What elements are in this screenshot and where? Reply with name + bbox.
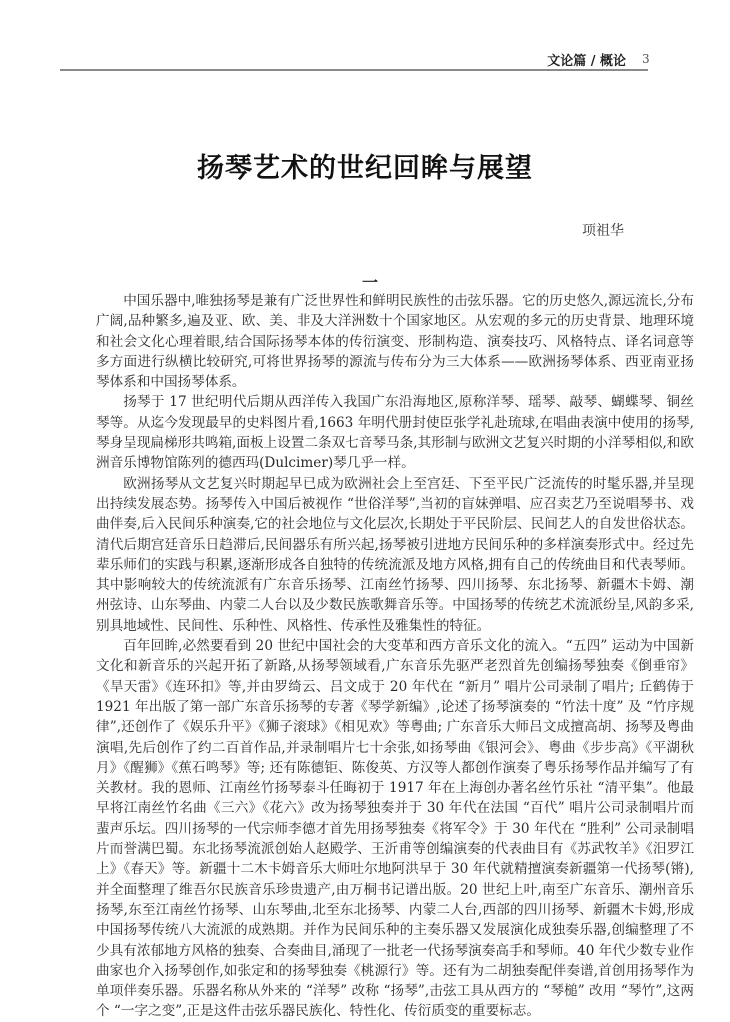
- author-name: 项祖华: [582, 223, 624, 239]
- paragraph: 欧洲扬琴从文艺复兴时期起早已成为欧洲社会上至宫廷、下至平民广泛流传的时髦乐器,并呈现出持续发展态势。扬琴传入中国后被视作 “世俗洋琴”,当初的盲妹弹唱、应召卖艺乃至说唱琴书、戏曲伴奏,后入民间乐种演奏,它的社会地位与文化层次,长期处于平民阶层、民间艺人的自发世俗状态。清代后期宫廷音乐日趋滞后,民间器乐有所兴起,扬琴被引进地方民间乐种的多样演奏形式中。经过先辈乐师们的实践与积累,逐渐形成各自独特的传统流派及地方风格,拥有自己的传统曲目和代表琴师。其中影响较大的传统流派有广东音乐扬琴、江南丝竹扬琴、四川扬琴、东北扬琴、新疆木卡姆、潮州弦诗、山东琴曲、内蒙二人台以及少数民族歌舞音乐等。中国扬琴的传统艺术流派纷呈,风韵多采,别具地域性、民间性、乐种性、风格性、传承性及雅集性的特征。: [96, 475, 694, 634]
- paragraph: 扬琴于 17 世纪明代后期从西洋传入我国广东沿海地区,原称洋琴、瑶琴、敲琴、蝴蝶琴、铜丝琴等。从迄今发现最早的史料图片看,1663 年明代册封使臣张学礼赴琉球,在唱曲表演中使用的扬琴,琴身呈现扁梯形共鸣箱,面板上设置二条双七音琴马条,其形制与欧洲文艺复兴时期的小洋琴相似,和欧洲音乐博物馆陈列的德西玛(Dulcimer)琴几乎一样。: [96, 394, 694, 472]
- header-section-title: 文论篇 / 概论: [547, 54, 626, 69]
- article-title: 扬琴艺术的世纪回眸与展望: [197, 153, 533, 184]
- article-body: [96, 291, 694, 1022]
- paragraph: 百年回眸,必然要看到 20 世纪中国社会的大变革和西方音乐文化的流入。“五四” 运动为中国新文化和新音乐的兴起开拓了新路,从扬琴领域看,广东音乐先驱严老烈首先创编扬琴独奏《倒垂帘》《旱天雷》《连环扣》等,并由罗绮云、吕文成于 20 年代在 “新月” 唱片公司录制了唱片; 丘鹤俦于 1921 年出版了第一部广东音乐扬琴的专著《琴学新编》,论述了扬琴演奏的 “竹法十度” 及 “竹序规律”,还创作了《娱乐升平》《狮子滚球》《相见欢》等粤曲; 广东音乐大师吕文成擅高胡、扬琴及粤曲演唱,先后创作了约二百首作品,并录制唱片七十余张,如扬琴曲《银河会》、粤曲《步步高》《平湖秋月》《醒狮》《蕉石鸣琴》等; 还有陈德钜、陈俊英、方汉等人都创作演奏了粤乐扬琴作品并编写了有关教材。我的恩师、江南丝竹扬琴泰斗任晦初于 1917 年在上海创办著名丝竹乐社 “清平集”。他最早将江南丝竹名曲《三六》《花六》改为扬琴独奏并于 30 年代在法国 “百代” 唱片公司录制唱片而蜚声乐坛。四川扬琴的一代宗师李德才首先用扬琴独奏《将军令》于 30 年代在 “胜利” 公司录制唱片而誉满巴蜀。东北扬琴流派创始人赵殿学、王沂甫等创编演奏的代表曲目有《苏武牧羊》《汨罗江上》《春天》等。新疆十二木卡姆音乐大师吐尔地阿洪早于 30 年代就精擅演奏新疆第一代扬琴(锵),并全面整理了维吾尔民族音乐珍贵遗产,由万桐书记谱出版。20 世纪上叶,南至广东音乐、潮州音乐扬琴,东至江南丝竹扬琴、山东琴曲,北至东北扬琴、内蒙二人台,西部的四川扬琴、新疆木卡姆,形成中国扬琴传统八大流派的成熟期。并作为民间乐种的主奏乐器又发展演化成独奏乐器,创编整理了不少具有浓郁地方风格的独奏、合奏曲目,涌现了一批老一代扬琴演奏高手和琴师。40 年代少数专业作曲家也介入扬琴创作,如张定和的扬琴独奏《桃源行》等。还有为二胡独奏配伴奏谱,首创用扬琴作为单项伴奏乐器。乐器名称从外来的 “洋琴” 改称 “扬琴”,击弦工具从西方的 “琴槌” 改用 “琴竹”,这两个 “一字之变”,正是这件击弦乐器民族化、特性化、传衍质变的重要标志。: [96, 638, 694, 1020]
- paragraph: 中国乐器中,唯独扬琴是兼有广泛世界性和鲜明民族性的击弦乐器。它的历史悠久,源远流长,分布广阔,品种繁多,遍及亚、欧、美、非及大洋洲数十个国家地区。从宏观的多元的历史背景、地理环境和社会文化心理着眼,结合国际扬琴本体的传衍演变、形制构造、演奏技巧、风格特点、译名词意等多方面进行纵横比较研究,可将世界扬琴的源流与传布分为三大体系——欧洲扬琴体系、西亚南亚扬琴体系和中国扬琴体系。: [96, 293, 694, 391]
- section-heading: 一: [361, 273, 378, 292]
- running-header: [60, 50, 648, 71]
- page-number: 3: [642, 52, 650, 66]
